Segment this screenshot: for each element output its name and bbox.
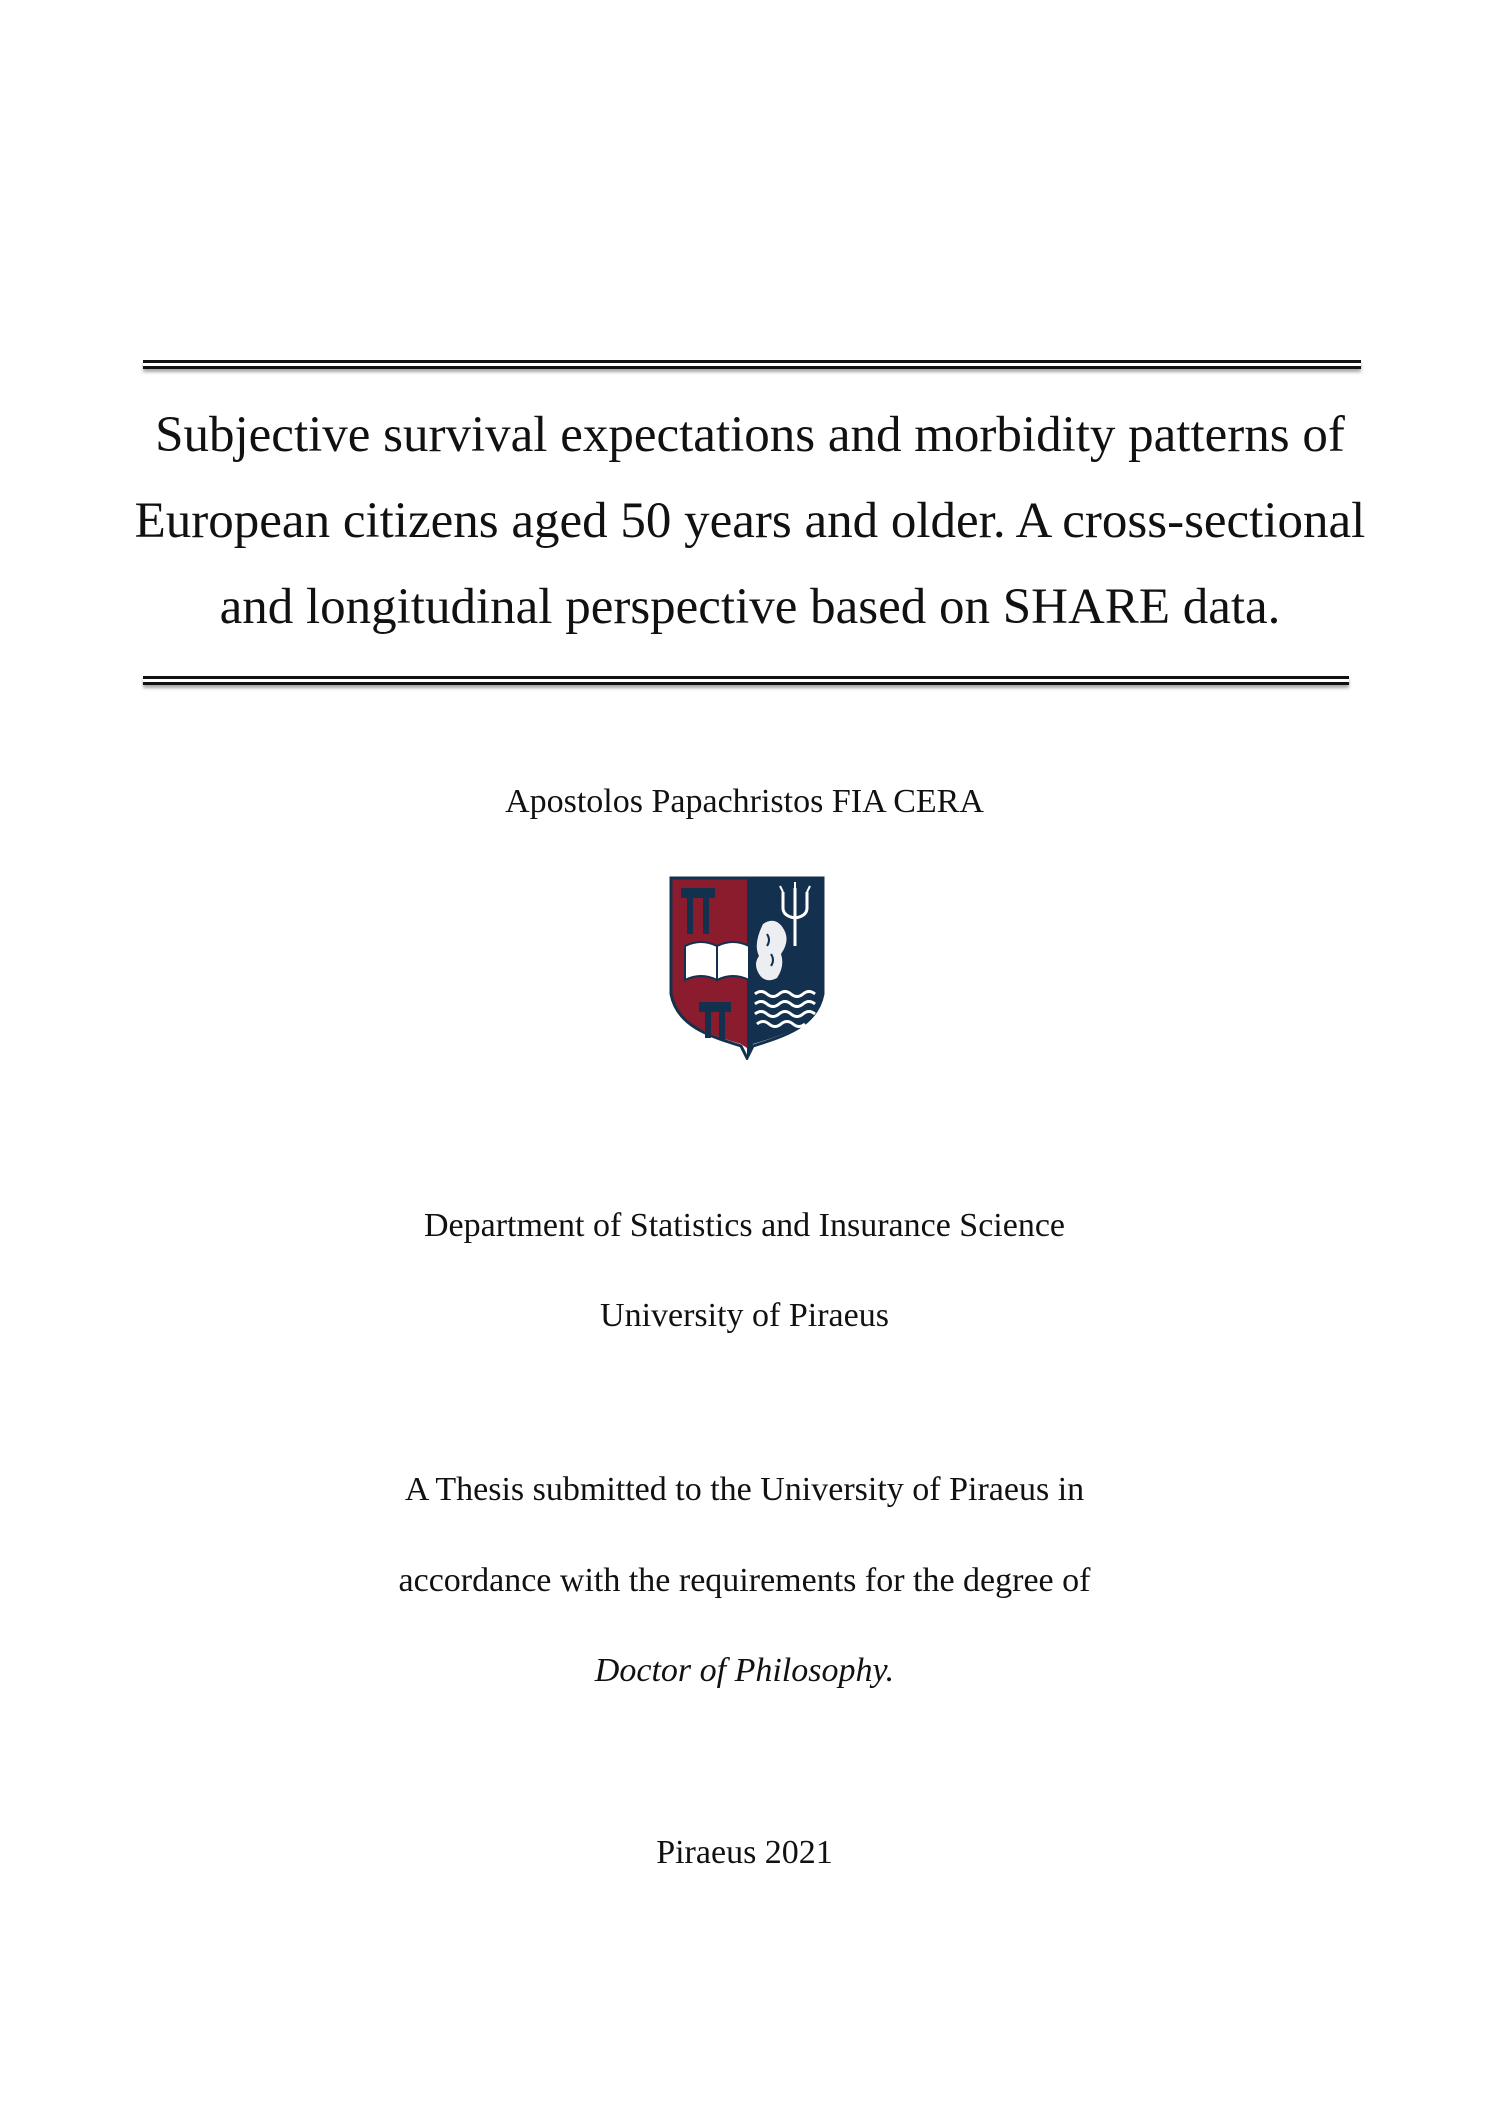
degree-name: Doctor of Philosophy. <box>594 1652 895 1689</box>
place-and-year: Piraeus 2021 <box>656 1834 833 1871</box>
thesis-title <box>100 392 1400 650</box>
university-crest-icon <box>667 874 827 1060</box>
department-name: Department of Statistics and Insurance Science <box>423 1207 1066 1244</box>
thesis-statement-line-1: A Thesis submitted to the University of Piraeus in <box>404 1471 1085 1508</box>
author-name: Apostolos Papachristos FIA CERA <box>505 783 984 820</box>
university-name: University of Piraeus <box>600 1297 889 1334</box>
thesis-statement-line-2: accordance with the requirements for the degree of <box>398 1562 1091 1599</box>
title-line-1: Subjective survival expectations and morbidity patterns of <box>155 407 1345 463</box>
title-bottom-rule <box>143 676 1349 685</box>
title-line-3: and longitudinal perspective based on SHARE data. <box>219 579 1281 635</box>
title-line-2: European citizens aged 50 years and older. A cross-sectional <box>134 493 1366 549</box>
title-top-rule <box>143 360 1361 369</box>
